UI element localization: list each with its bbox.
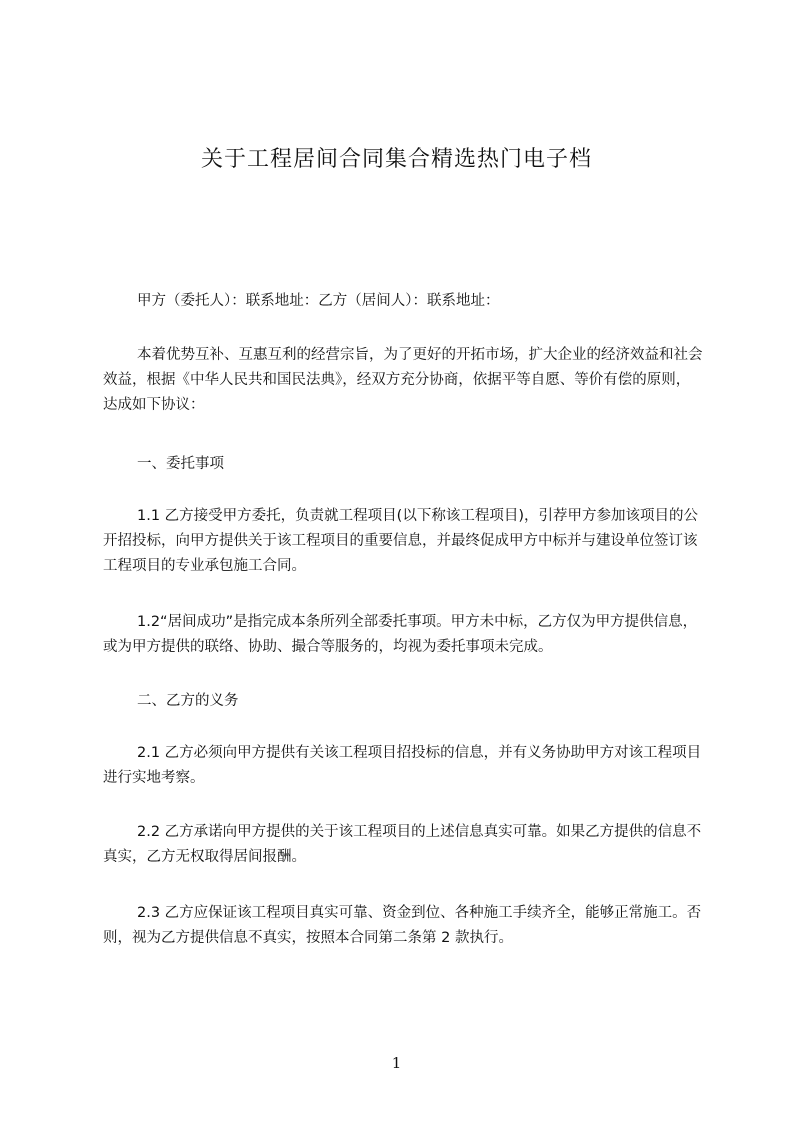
clause-2-3: 2.3 乙方应保证该工程项目真实可靠、资金到位、各种施工手续齐全，能够正常施工。否则，视为乙方提供信息不真实，按照本合同第二条第 2 款执行。 <box>103 905 702 946</box>
page-number: 1 <box>391 1054 402 1072</box>
section-1-heading: 一、委托事项 <box>137 456 224 472</box>
document-title: 关于工程居间合同集合精选热门电子档 <box>200 147 592 172</box>
section-2-heading: 二、乙方的义务 <box>137 693 239 709</box>
clause-2-1: 2.1 乙方必须向甲方提供有关该工程项目招投标的信息，并有义务协助甲方对该工程项目进行实地考察。 <box>103 745 702 786</box>
clause-1-2: 1.2“居间成功”是指完成本条所列全部委托事项。甲方未中标，乙方仅为甲方提供信息，或为甲方提供的联络、协助、撮合等服务的，均视为委托事项未完成。 <box>103 614 698 655</box>
intro-paragraph: 本着优势互补、互惠互利的经营宗旨，为了更好的开拓市场，扩大企业的经济效益和社会效益，根据《中华人民共和国民法典》，经双方充分协商，依据平等自愿、等价有偿的原则，达成如下协议： <box>103 347 703 413</box>
parties-line: 甲方（委托人）：联系地址：乙方（居间人）：联系地址： <box>137 293 500 309</box>
clause-2-2: 2.2 乙方承诺向甲方提供的关于该工程项目的上述信息真实可靠。如果乙方提供的信息不真实，乙方无权取得居间报酬。 <box>103 824 702 865</box>
clause-1-1: 1.1 乙方接受甲方委托，负责就工程项目(以下称该工程项目)，引荐甲方参加该项目的公开招投标，向甲方提供关于该工程项目的重要信息，并最终促成甲方中标并与建设单位签订该工程项目的专业承包施工合同。 <box>103 508 698 574</box>
